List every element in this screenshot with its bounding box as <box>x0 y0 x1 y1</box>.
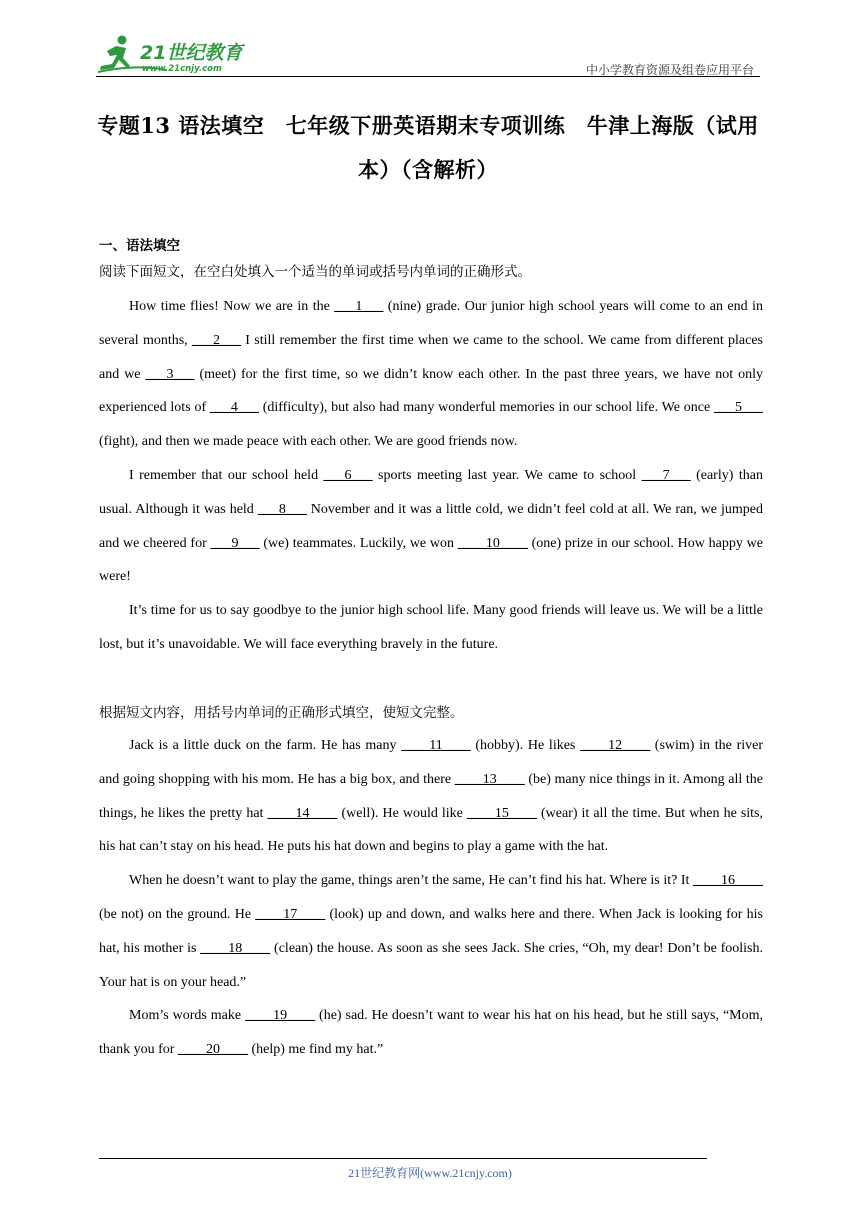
answer-blank: ___7___ <box>641 467 691 483</box>
answer-blank: ___2___ <box>191 332 241 348</box>
site-logo <box>96 34 266 76</box>
answer-blank: ___8___ <box>257 501 307 517</box>
passage-text: (wear) it all the time. But when he sits, his hat can’t stay on his head. He puts his hat down and begins to play a game with the hat. <box>99 805 763 855</box>
passage-text: (difficulty), but also had many wonderful memories in our school life. We once <box>258 400 714 416</box>
passage-text: (nine) grade. Our junior high school years will come to an end in several months, <box>99 299 764 348</box>
passage-text: (swim) in the river and going shopping with his mom. He has a big box, and there <box>99 738 763 787</box>
answer-blank: ___9___ <box>210 535 260 551</box>
platform-name: 中小学教育资源及组卷应用平台 <box>585 63 754 77</box>
passage2-instruction: 根据短文内容，用括号内单词的正确形式填空，使短文完整。 <box>99 705 464 721</box>
answer-blank: ____10____ <box>457 535 528 551</box>
answer-blank: ____13____ <box>454 771 525 787</box>
passage-text: (one) prize in our school. How happy we were! <box>99 535 763 585</box>
header-divider <box>96 76 760 77</box>
passage-text: I still remember the first time when we came to the school. We came from different places and we <box>99 332 763 382</box>
answer-blank: ___3___ <box>145 366 195 382</box>
answer-blank: ____12____ <box>580 738 651 753</box>
passage-text: (hobby). He likes <box>470 738 581 753</box>
passage-text: Mom’s words make <box>129 1008 246 1024</box>
passage-text: (clean) the house. As soon as she sees Jack. She cries, “Oh, my dear! Don’t be foolish. Your hat is on your head.” <box>99 940 763 990</box>
passage-text: (meet) for the first time, so we didn’t know each other. In the past three years, we have not only experienced lots of <box>99 366 763 416</box>
passage-text: (be not) on the ground. He <box>99 906 256 922</box>
paragraph <box>99 459 763 594</box>
answer-blank: ___6___ <box>323 467 373 483</box>
title-line-2: 本）（含解析） <box>358 157 498 182</box>
paragraph <box>99 594 763 662</box>
answer-blank: ____11____ <box>401 738 471 753</box>
passage-2 <box>99 729 763 1067</box>
passage-text: November and it was a little cold, we didn’t feel cold at all. We ran, we jumped and we cheered for <box>99 501 764 551</box>
svg-text:www.21cnjy.com: www.21cnjy.com <box>142 64 222 74</box>
answer-blank: ___1___ <box>334 299 384 314</box>
answer-blank: ____17____ <box>255 906 326 922</box>
paragraph <box>99 999 763 1067</box>
passage-text: (well). He would like <box>337 805 467 821</box>
section-heading: 一、语法填空 <box>99 238 180 254</box>
answer-blank: ____18____ <box>200 940 271 956</box>
page-header <box>96 30 760 78</box>
passage-text: (fight), and then we made peace with each other. We are good friends now. <box>99 434 518 450</box>
passage-text: Jack is a little duck on the farm. He has many <box>129 738 402 753</box>
answer-blank: ___4___ <box>209 400 259 416</box>
answer-blank: ____20____ <box>177 1042 248 1058</box>
passage-text: (early) than usual. Although it was held <box>99 467 763 517</box>
passage-text: (be) many nice things in it. Among all the things, he likes the pretty hat <box>99 771 763 821</box>
document-title <box>96 104 760 192</box>
paragraph <box>99 864 763 999</box>
svg-text:21世纪教育: 21世纪教育 <box>140 42 243 64</box>
answer-blank: ___5___ <box>714 400 763 416</box>
answer-blank: ____15____ <box>466 805 537 821</box>
footer-divider <box>99 1158 707 1159</box>
passage-text: I remember that our school held <box>129 467 324 483</box>
passage-text: (we) teammates. Luckily, we won <box>259 535 458 551</box>
passage-text: (he) sad. He doesn’t want to wear his hat on his head, but he still says, “Mom, thank you for <box>99 1008 763 1058</box>
paragraph <box>99 729 763 864</box>
title-line-1: 专题13 语法填空 七年级下册英语期末专项训练 牛津上海版（试用 <box>97 113 759 138</box>
passage-text: It’s time for us to say goodbye to the junior high school life. Many good friends will leave us. We will be a little lost, but it’s unavoidable. We will face everything bravely in the future. <box>99 603 763 652</box>
passage-text: sports meeting last year. We came to school <box>372 467 642 483</box>
passage-text: (help) me find my hat.” <box>247 1042 384 1058</box>
page-footer: 21世纪教育网(www.21cnjy.com) <box>348 1166 512 1180</box>
passage-1 <box>99 290 763 662</box>
passage-text: How time flies! Now we are in the <box>129 299 335 314</box>
answer-blank: ____16____ <box>693 873 763 889</box>
answer-blank: ____19____ <box>245 1008 316 1024</box>
answer-blank: ____14____ <box>267 805 338 821</box>
passage1-instruction: 阅读下面短文，在空白处填入一个适当的单词或括号内单词的正确形式。 <box>99 264 531 280</box>
passage-text: When he doesn’t want to play the game, things aren’t the same, He can’t find his hat. Where is it? It <box>129 873 693 889</box>
paragraph <box>99 290 763 459</box>
passage-text: (look) up and down, and walks here and there. When Jack is looking for his hat, his mother is <box>99 906 763 956</box>
